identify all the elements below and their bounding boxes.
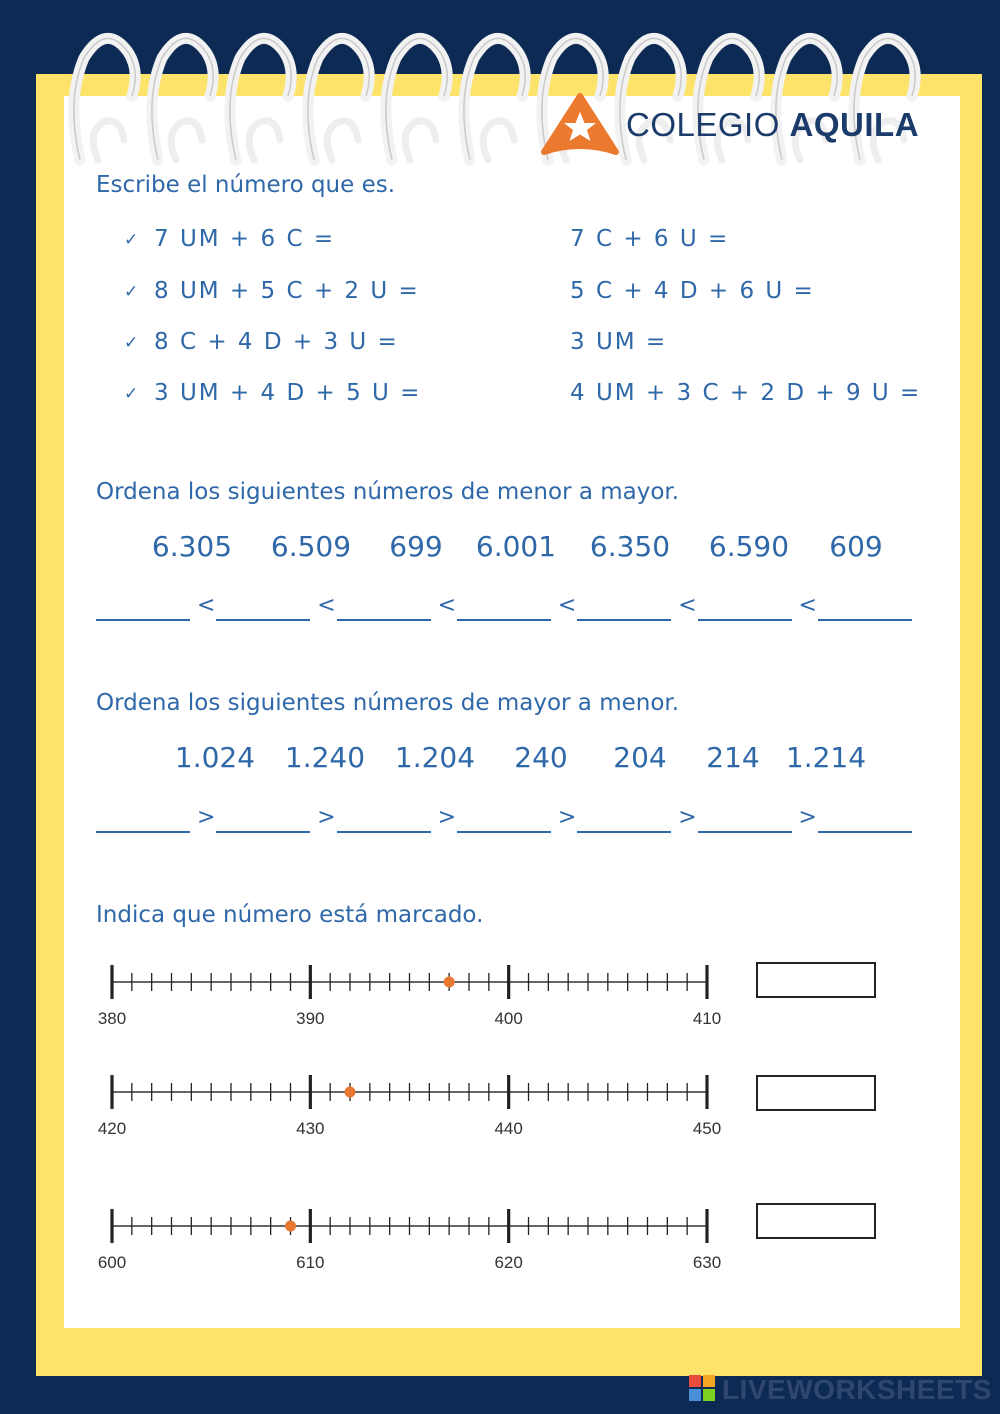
- tick-label: 600: [97, 1253, 127, 1272]
- section3-instruction: Ordena los siguientes números de mayor a menor.: [96, 690, 680, 716]
- comparison-sign: >: [678, 805, 697, 830]
- equation-left: 7 UM + 6 C =: [154, 226, 336, 252]
- number-line: [92, 948, 722, 1038]
- tick-label: 400: [494, 1009, 523, 1028]
- school-name-light: COLEGIO: [626, 106, 780, 143]
- equation-left: 8 C + 4 D + 3 U =: [154, 329, 399, 355]
- comparison-sign: >: [317, 805, 336, 830]
- comparison-sign: >: [798, 805, 817, 830]
- answer-blank[interactable]: [216, 619, 310, 621]
- number-item: 214: [706, 741, 760, 774]
- spiral-ring: [386, 38, 447, 160]
- number-item: 6.509: [270, 530, 352, 563]
- spiral-ring: [308, 38, 369, 160]
- school-name-bold: AQUILA: [789, 106, 920, 143]
- comparison-sign: >: [557, 805, 577, 830]
- section2-instruction: Ordena los siguientes números de menor a mayor.: [96, 479, 680, 505]
- spiral-ring: [464, 38, 525, 160]
- comparison-sign: <: [678, 593, 697, 618]
- spiral-ring: [74, 38, 135, 160]
- answer-blank[interactable]: [577, 619, 671, 621]
- section1-instruction: Escribe el número que es.: [96, 172, 396, 198]
- answer-blank[interactable]: [96, 831, 190, 833]
- answer-box[interactable]: [756, 1203, 876, 1239]
- section4-instruction: Indica que número está marcado.: [96, 902, 484, 928]
- comparison-sign: >: [437, 805, 457, 830]
- answer-blank[interactable]: [577, 831, 671, 833]
- check-icon: ✓: [124, 384, 139, 404]
- answer-box[interactable]: [756, 962, 876, 998]
- number-item: 204: [613, 741, 667, 774]
- comparison-sign: >: [197, 805, 216, 830]
- comparison-sign: <: [557, 593, 577, 618]
- spiral-ring: [152, 38, 213, 160]
- number-item: 1.204: [394, 741, 476, 774]
- tick-label: 440: [494, 1119, 523, 1138]
- tick-label: 390: [296, 1009, 325, 1028]
- comparison-sign: <: [317, 593, 336, 618]
- marked-point: [285, 1221, 296, 1232]
- tick-label: 620: [494, 1253, 523, 1272]
- equation-left: 8 UM + 5 C + 2 U =: [154, 278, 420, 304]
- answer-blank[interactable]: [216, 831, 310, 833]
- tick-label: 430: [296, 1119, 325, 1138]
- number-item: 6.305: [151, 530, 233, 563]
- number-item: 609: [829, 530, 883, 563]
- number-line: [92, 1192, 722, 1282]
- number-item: 6.590: [708, 530, 790, 563]
- liveworksheets-watermark: [688, 1374, 992, 1405]
- star-logo-icon: [540, 92, 620, 164]
- tick-label: 410: [692, 1009, 722, 1028]
- school-logo: [540, 92, 960, 164]
- equation-right: 7 C + 6 U =: [570, 226, 730, 252]
- comparison-sign: <: [437, 593, 457, 618]
- answer-blank[interactable]: [818, 619, 912, 621]
- equation-right: 4 UM + 3 C + 2 D + 9 U =: [570, 380, 922, 406]
- liveworksheets-logo-icon: [688, 1374, 716, 1402]
- answer-blank[interactable]: [457, 619, 551, 621]
- spiral-ring: [230, 38, 291, 160]
- equation-left: 3 UM + 4 D + 5 U =: [154, 380, 422, 406]
- equation-right: 3 UM =: [570, 329, 668, 355]
- number-item: 240: [514, 741, 568, 774]
- tick-label: 610: [296, 1253, 325, 1272]
- school-name: [626, 106, 919, 144]
- tick-label: 450: [692, 1119, 722, 1138]
- marked-point: [444, 977, 455, 988]
- check-icon: ✓: [124, 230, 139, 250]
- answer-blank[interactable]: [96, 619, 190, 621]
- number-item: 6.001: [475, 530, 557, 563]
- number-item: 1.240: [284, 741, 366, 774]
- number-item: 1.214: [785, 741, 867, 774]
- answer-blank[interactable]: [698, 831, 792, 833]
- answer-blank[interactable]: [337, 831, 431, 833]
- comparison-sign: <: [798, 593, 817, 618]
- marked-point: [345, 1087, 356, 1098]
- equation-right: 5 C + 4 D + 6 U =: [570, 278, 815, 304]
- number-item: 1.024: [174, 741, 256, 774]
- answer-blank[interactable]: [818, 831, 912, 833]
- answer-blank[interactable]: [337, 619, 431, 621]
- check-icon: ✓: [124, 333, 139, 353]
- tick-label: 630: [692, 1253, 722, 1272]
- number-line: [92, 1058, 722, 1148]
- tick-label: 380: [97, 1009, 127, 1028]
- answer-blank[interactable]: [698, 619, 792, 621]
- number-item: 699: [389, 530, 443, 563]
- comparison-sign: <: [197, 593, 216, 618]
- number-item: 6.350: [589, 530, 671, 563]
- answer-blank[interactable]: [457, 831, 551, 833]
- watermark-text: LIVEWORKSHEETS: [722, 1374, 992, 1405]
- answer-box[interactable]: [756, 1075, 876, 1111]
- tick-label: 420: [97, 1119, 127, 1138]
- check-icon: ✓: [124, 282, 139, 302]
